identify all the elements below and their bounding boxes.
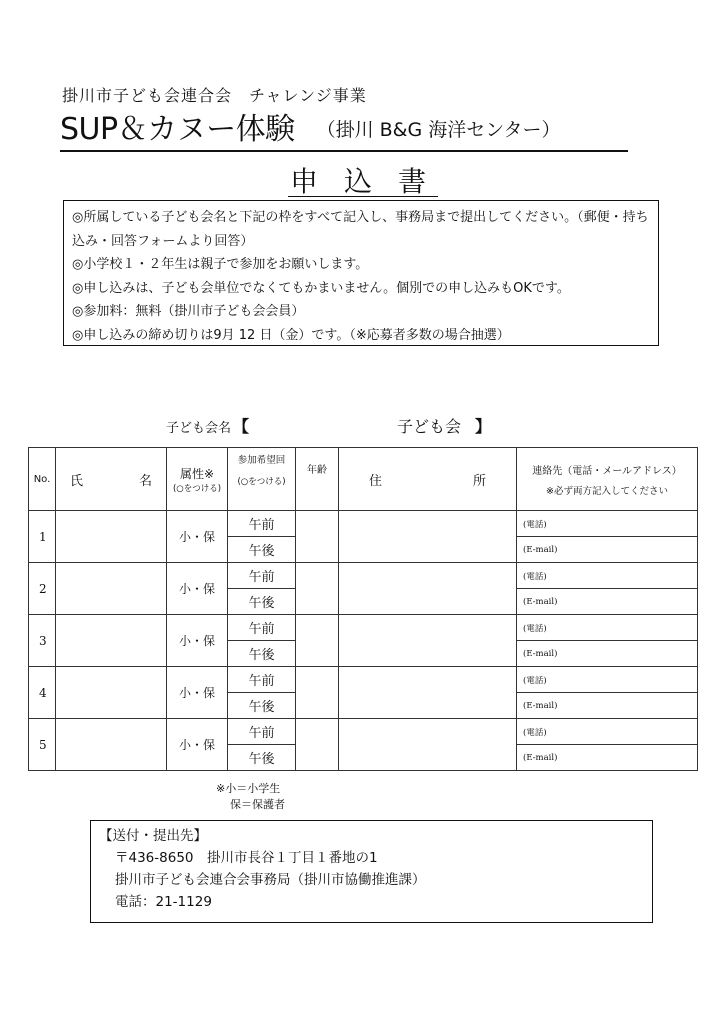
category-cell[interactable]: 小・保 [167, 615, 228, 667]
group-name-label: 子ども会名 [166, 421, 232, 436]
address-cell[interactable] [339, 719, 517, 771]
table-row [29, 563, 698, 589]
header-contact-note: ※必ず両方記入してください [546, 485, 668, 497]
table-header-row [29, 448, 698, 511]
header-attribute-label: 属性※ [179, 466, 215, 481]
address-cell[interactable] [339, 667, 517, 719]
name-cell[interactable] [56, 719, 167, 771]
group-suffix: 子ども会 [397, 417, 462, 436]
age-cell[interactable] [296, 615, 339, 667]
phone-cell[interactable]: (電話) [517, 719, 698, 745]
email-cell[interactable]: (E-mail) [517, 693, 698, 719]
header-no: No. [29, 448, 56, 511]
notice-item: ◎小学校１・２年生は親子で参加をお願いします。 [72, 257, 369, 272]
venue-name: （掛川 B&G 海洋センター） [316, 119, 561, 141]
category-cell[interactable]: 小・保 [167, 563, 228, 615]
form-title-underline [288, 196, 438, 197]
row-number: 2 [29, 563, 56, 615]
header-name [56, 448, 167, 511]
table-row [29, 719, 698, 745]
submission-office: 掛川市子ども会連合会事務局（掛川市協働推進課） [115, 872, 426, 888]
phone-cell[interactable]: (電話) [517, 563, 698, 589]
submission-box [90, 820, 653, 923]
email-cell[interactable]: (E-mail) [517, 641, 698, 667]
row-number: 1 [29, 511, 56, 563]
pm-cell[interactable]: 午後 [228, 589, 296, 615]
event-title [60, 112, 561, 148]
category-cell[interactable]: 小・保 [167, 667, 228, 719]
row-number: 4 [29, 667, 56, 719]
phone-cell[interactable]: (電話) [517, 615, 698, 641]
row-number: 3 [29, 615, 56, 667]
attribute-footnote [216, 781, 285, 813]
am-cell[interactable]: 午前 [228, 667, 296, 693]
header-attribute [167, 448, 228, 511]
notice-item: ◎申し込みは、子ども会単位でなくてもかまいません。個別での申し込みもOKです。 [72, 280, 570, 296]
form-title: 申込書 [290, 165, 453, 198]
footnote-line: ※小＝小学生 [216, 782, 281, 795]
bracket-open: 【 [233, 417, 250, 436]
row-number: 5 [29, 719, 56, 771]
age-cell[interactable] [296, 563, 339, 615]
am-cell[interactable]: 午前 [228, 511, 296, 537]
header-name-2: 名 [138, 473, 152, 489]
header-name-1: 氏 [70, 473, 84, 489]
address-cell[interactable] [339, 511, 517, 563]
bracket-close: 】 [475, 417, 492, 436]
footnote-line: 保＝保護者 [230, 798, 285, 811]
header-time-note: (○をつける) [237, 477, 286, 487]
title-underline [60, 150, 628, 152]
age-cell[interactable] [296, 667, 339, 719]
submission-phone: 電話：21-1129 [115, 894, 212, 910]
name-cell[interactable] [56, 511, 167, 563]
address-cell[interactable] [339, 615, 517, 667]
table-row [29, 667, 698, 693]
submission-address: 〒436-8650 掛川市長谷１丁目１番地の1 [115, 850, 378, 866]
address-cell[interactable] [339, 563, 517, 615]
category-cell[interactable]: 小・保 [167, 719, 228, 771]
age-cell[interactable] [296, 511, 339, 563]
notice-item: ◎参加料：無料（掛川市子ども会会員） [72, 304, 305, 319]
application-table [28, 447, 698, 771]
pm-cell[interactable]: 午後 [228, 745, 296, 771]
am-cell[interactable]: 午前 [228, 719, 296, 745]
email-cell[interactable]: (E-mail) [517, 537, 698, 563]
pm-cell[interactable]: 午後 [228, 641, 296, 667]
header-age: 年齢 [296, 448, 339, 511]
table-row [29, 615, 698, 641]
pm-cell[interactable]: 午後 [228, 693, 296, 719]
table-row [29, 511, 698, 537]
submission-heading: 【送付・提出先】 [99, 828, 207, 844]
header-time [228, 448, 296, 511]
organizer-line: 掛川市子ども会連合会 チャレンジ事業 [62, 86, 367, 105]
phone-cell[interactable]: (電話) [517, 667, 698, 693]
notice-box [63, 200, 659, 346]
age-cell[interactable] [296, 719, 339, 771]
phone-cell[interactable]: (電話) [517, 511, 698, 537]
name-cell[interactable] [56, 563, 167, 615]
header-address [339, 448, 517, 511]
group-name-field[interactable] [166, 414, 491, 437]
am-cell[interactable]: 午前 [228, 615, 296, 641]
header-address-1: 住 [369, 473, 383, 489]
email-cell[interactable]: (E-mail) [517, 745, 698, 771]
category-cell[interactable]: 小・保 [167, 511, 228, 563]
header-address-2: 所 [472, 473, 486, 489]
header-attribute-note: (○をつける) [172, 483, 222, 494]
header-contact [517, 448, 698, 511]
email-cell[interactable]: (E-mail) [517, 589, 698, 615]
pm-cell[interactable]: 午後 [228, 537, 296, 563]
notice-item: ◎所属している子ども会名と下記の枠をすべて記入し、事務局まで提出してください。（郵便・持ち込み・回答フォームより回答） [72, 210, 649, 249]
am-cell[interactable]: 午前 [228, 563, 296, 589]
name-cell[interactable] [56, 615, 167, 667]
name-cell[interactable] [56, 667, 167, 719]
event-name: SUP＆カヌー体験 [60, 112, 295, 147]
header-time-label: 参加希望回 [237, 455, 286, 466]
notice-item: ◎申し込みの締め切りは9月 12 日（金）です。（※応募者多数の場合抽選） [72, 327, 510, 343]
header-contact-label: 連絡先（電話・メールアドレス） [532, 465, 682, 477]
